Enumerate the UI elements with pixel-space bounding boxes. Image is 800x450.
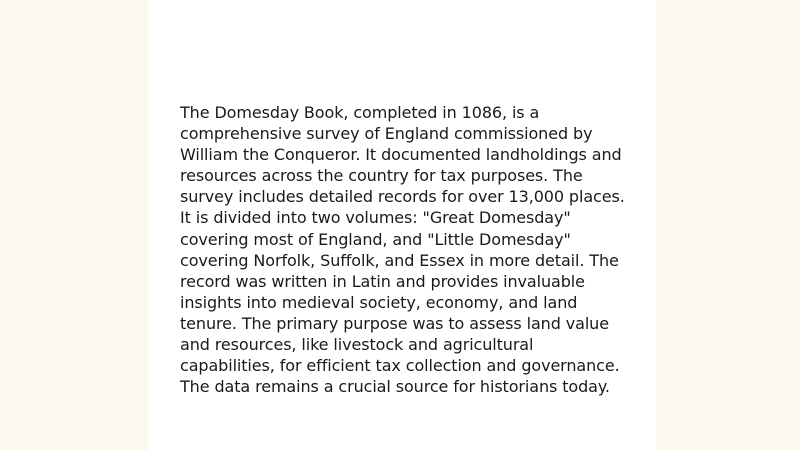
body-paragraph: The Domesday Book, completed in 1086, is a comprehensive survey of England commissioned by William the Conqueror. It documented landholdings and resources across the country for tax purposes. The survey includes detailed records for over 13,000 places. It is divided into two volumes: "Great Domesday" covering most of England, and "Little Domesday" covering Norfolk, Suffolk, and Essex in more detail. The record was written in Latin and provides invaluable insights into medieval society, economy, and land tenure. The primary purpose was to assess land value and resources, like livestock and agricultural capabilities, for efficient tax collection and governance. The data remains a crucial source for historians today. [180, 103, 625, 397]
document-page [148, 0, 656, 450]
